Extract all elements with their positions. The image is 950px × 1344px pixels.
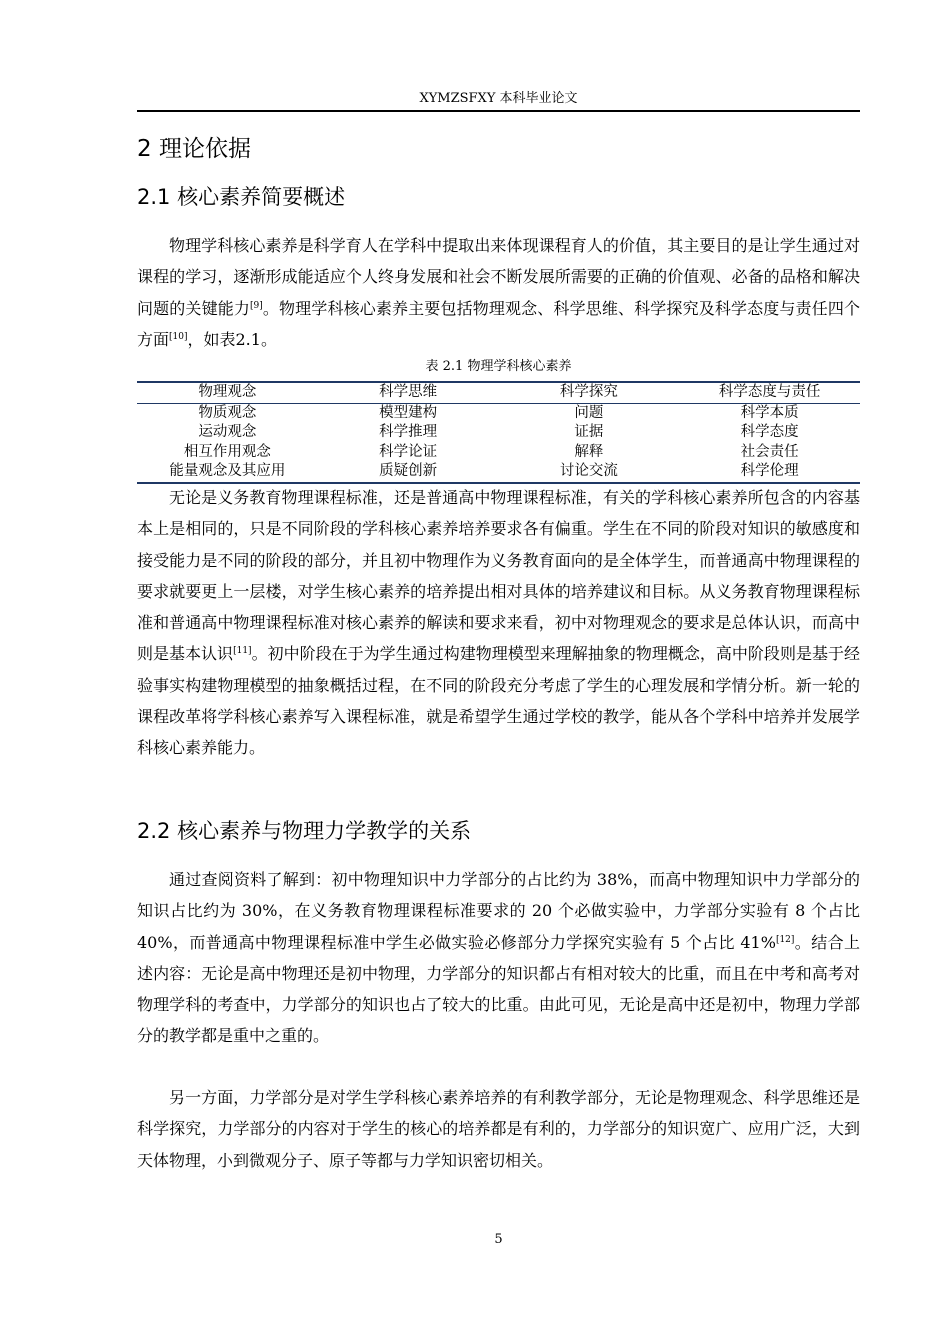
subsection-title-2-1: 2.1 核心素养简要概述 (137, 185, 346, 209)
table-row (137, 403, 860, 423)
table-header-cell: 科学探究 (499, 382, 680, 403)
table-cell: 质疑创新 (318, 462, 499, 483)
table-cell: 科学伦理 (679, 462, 860, 483)
subsection-title-2-2: 2.2 核心素养与物理力学教学的关系 (137, 819, 472, 843)
table-cell: 社会责任 (740, 443, 799, 460)
table-header-cell: 物理观念 (137, 382, 318, 403)
table-row (137, 462, 860, 483)
citation-10: [10] (169, 331, 188, 342)
table-cell: 科学推理 (379, 424, 438, 440)
section-title: 2 理论依据 (137, 136, 251, 162)
paragraph-mechanics-proportion: 通过查阅资料了解到：初中物理知识中力学部分的占比约为 38%，而高中物理知识中力学部分的知识占比约为 30%，在义务教育物理课程标准要求的 20 个必做实验中，力学部分实验有 8 个占比 40%，而普通高中物理课程标准中学生必做实验必修部分力学探究实验有 5 个占比 41%[12]。结合上述内容：无论是高中物理还是初中物理，力学部分的知识都占有相对较大的比重，而且在中考和高考对物理学科的考查中，力学部分的知识也占了较大的比重。由此可见，无论是高中还是初中，物理力学部分的教学都是重中之重的。 (137, 870, 860, 1046)
table-cell: 证据 (574, 424, 604, 440)
citation-11: [11] (233, 646, 252, 657)
citation-9: [9] (250, 300, 263, 311)
paragraph-mechanics-advantage: 另一方面，力学部分是对学生学科核心素养培养的有利教学部分，无论是物理观念、科学思维还是科学探究，力学部分的内容对于学生的核心的培养都是有利的，力学部分的知识宽广、应用广泛，大到天体物理，小到微观分子、原子等都与力学知识密切相关。 (137, 1088, 860, 1170)
table-cell: 能量观念及其应用 (137, 462, 318, 483)
table-header-row (137, 382, 860, 403)
table-row (137, 423, 860, 443)
table-cell: 物质观念 (198, 404, 257, 421)
table-header-cell: 科学思维 (318, 382, 499, 403)
table-header-cell: 科学态度与责任 (679, 382, 860, 403)
table-cell: 科学态度 (740, 424, 799, 440)
table-row (137, 443, 860, 463)
header-rule (137, 110, 860, 112)
citation-12: [12] (775, 934, 795, 945)
table-cell: 讨论交流 (499, 462, 680, 483)
page-number: 5 (494, 1232, 503, 1247)
paragraph-core-literacy-intro: 物理学科核心素养是科学育人在学科中提取出来体现课程育人的价值，其主要目的是让学生通过对课程的学习，逐渐形成能适应个人终身发展和社会不断发展所需要的正确的价值观、必备的品格和解决问题的关键能力[9]。物理学科核心素养主要包括物理观念、科学思维、科学探究及科学态度与责任四个方面[10]，如表2.1。 (137, 236, 860, 349)
table-cell: 科学论证 (379, 443, 438, 460)
table-cell: 解释 (574, 443, 604, 460)
table-cell: 问题 (574, 404, 604, 421)
table-cell: 运动观念 (198, 424, 257, 440)
table-cell: 科学本质 (740, 404, 799, 421)
core-literacy-table (137, 381, 860, 484)
running-header: XYMZSFXY 本科毕业论文 (419, 91, 578, 106)
table-cell: 模型建构 (379, 404, 438, 421)
table-caption: 表 2.1 物理学科核心素养 (425, 359, 572, 374)
paragraph-curriculum-standards: 无论是义务教育物理课程标准，还是普通高中物理课程标准，有关的学科核心素养所包含的内容基本上是相同的，只是不同阶段的学科核心素养培养要求各有偏重。学生在不同的阶段对知识的敏感度和接受能力是不同的阶段的部分，并且初中物理作为义务教育面向的是全体学生，而普通高中物理课程的要求就要更上一层楼，对学生核心素养的培养提出相对具体的培养建议和目标。从义务教育物理课程标准和普通高中物理课程标准对核心素养的解读和要求来看，初中对物理观念的要求是总体认识，而高中则是基本认识[11]。初中阶段在于为学生通过构建物理模型来理解抽象的物理概念，高中阶段则是基于经验事实构建物理模型的抽象概括过程，在不同的阶段充分考虑了学生的心理发展和学情分析。新一轮的课程改革将学科核心素养写入课程标准，就是希望学生通过学校的教学，能从各个学科中培养并发展学科核心素养能力。 (137, 488, 860, 758)
table-cell: 相互作用观念 (183, 443, 271, 460)
